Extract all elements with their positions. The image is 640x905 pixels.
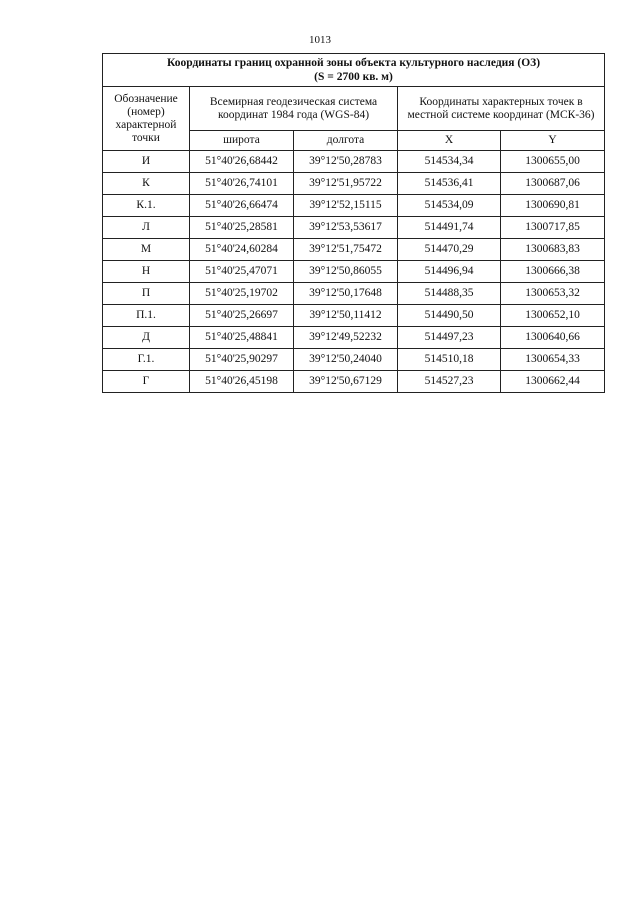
cell-latitude: 51°40'26,74101 — [190, 173, 294, 195]
page-number: 1013 — [309, 34, 331, 46]
cell-y: 1300652,10 — [501, 305, 605, 327]
cell-latitude: 51°40'25,28581 — [190, 217, 294, 239]
cell-longitude: 39°12'51,95722 — [294, 173, 398, 195]
table-title — [103, 54, 605, 87]
table-row — [103, 151, 605, 173]
cell-y: 1300687,06 — [501, 173, 605, 195]
cell-point: П.1. — [103, 305, 190, 327]
cell-point: К — [103, 173, 190, 195]
cell-x: 514510,18 — [398, 349, 501, 371]
cell-y: 1300666,38 — [501, 261, 605, 283]
cell-latitude: 51°40'26,45198 — [190, 371, 294, 393]
cell-x: 514491,74 — [398, 217, 501, 239]
cell-latitude: 51°40'25,26697 — [190, 305, 294, 327]
cell-point: И — [103, 151, 190, 173]
cell-longitude: 39°12'50,11412 — [294, 305, 398, 327]
cell-point: М — [103, 239, 190, 261]
cell-x: 514497,23 — [398, 327, 501, 349]
table-row — [103, 173, 605, 195]
cell-latitude: 51°40'24,60284 — [190, 239, 294, 261]
cell-point: К.1. — [103, 195, 190, 217]
header-latitude: широта — [190, 131, 294, 151]
table-row — [103, 327, 605, 349]
header-longitude: долгота — [294, 131, 398, 151]
cell-longitude: 39°12'51,75472 — [294, 239, 398, 261]
cell-longitude: 39°12'49,52232 — [294, 327, 398, 349]
cell-x: 514488,35 — [398, 283, 501, 305]
cell-longitude: 39°12'50,28783 — [294, 151, 398, 173]
cell-x: 514470,29 — [398, 239, 501, 261]
cell-longitude: 39°12'52,15115 — [294, 195, 398, 217]
table-row — [103, 371, 605, 393]
cell-point: Н — [103, 261, 190, 283]
cell-y: 1300717,85 — [501, 217, 605, 239]
table-title-line2: (S = 2700 кв. м) — [314, 71, 393, 83]
header-y: Y — [501, 131, 605, 151]
table-body — [103, 151, 605, 393]
cell-x: 514534,09 — [398, 195, 501, 217]
cell-y: 1300654,33 — [501, 349, 605, 371]
cell-y: 1300662,44 — [501, 371, 605, 393]
cell-longitude: 39°12'50,67129 — [294, 371, 398, 393]
cell-x: 514496,94 — [398, 261, 501, 283]
cell-longitude: 39°12'50,86055 — [294, 261, 398, 283]
cell-latitude: 51°40'25,48841 — [190, 327, 294, 349]
table-row — [103, 261, 605, 283]
coordinates-table — [102, 53, 605, 393]
header-point-designation: Обозначение (номер) характерной точки — [103, 87, 190, 151]
cell-longitude: 39°12'53,53617 — [294, 217, 398, 239]
table-row — [103, 305, 605, 327]
cell-longitude: 39°12'50,17648 — [294, 283, 398, 305]
cell-point: П — [103, 283, 190, 305]
header-x: X — [398, 131, 501, 151]
cell-x: 514490,50 — [398, 305, 501, 327]
cell-latitude: 51°40'25,47071 — [190, 261, 294, 283]
table-title-line1: Координаты границ охранной зоны объекта культурного наследия (ОЗ) — [166, 57, 541, 69]
cell-y: 1300655,00 — [501, 151, 605, 173]
table-row — [103, 217, 605, 239]
table-row — [103, 349, 605, 371]
cell-latitude: 51°40'25,90297 — [190, 349, 294, 371]
cell-y: 1300683,83 — [501, 239, 605, 261]
table-row — [103, 195, 605, 217]
cell-x: 514536,41 — [398, 173, 501, 195]
cell-y: 1300690,81 — [501, 195, 605, 217]
cell-y: 1300640,66 — [501, 327, 605, 349]
table-row — [103, 239, 605, 261]
header-local-group: Координаты характерных точек в местной системе координат (МСК-36) — [398, 87, 605, 131]
cell-point: Г — [103, 371, 190, 393]
cell-latitude: 51°40'25,19702 — [190, 283, 294, 305]
cell-x: 514534,34 — [398, 151, 501, 173]
cell-longitude: 39°12'50,24040 — [294, 349, 398, 371]
cell-y: 1300653,32 — [501, 283, 605, 305]
header-wgs-group: Всемирная геодезическая система координат 1984 года (WGS-84) — [190, 87, 398, 131]
cell-x: 514527,23 — [398, 371, 501, 393]
cell-point: Л — [103, 217, 190, 239]
cell-point: Г.1. — [103, 349, 190, 371]
cell-point: Д — [103, 327, 190, 349]
table-row — [103, 283, 605, 305]
cell-latitude: 51°40'26,66474 — [190, 195, 294, 217]
cell-latitude: 51°40'26,68442 — [190, 151, 294, 173]
